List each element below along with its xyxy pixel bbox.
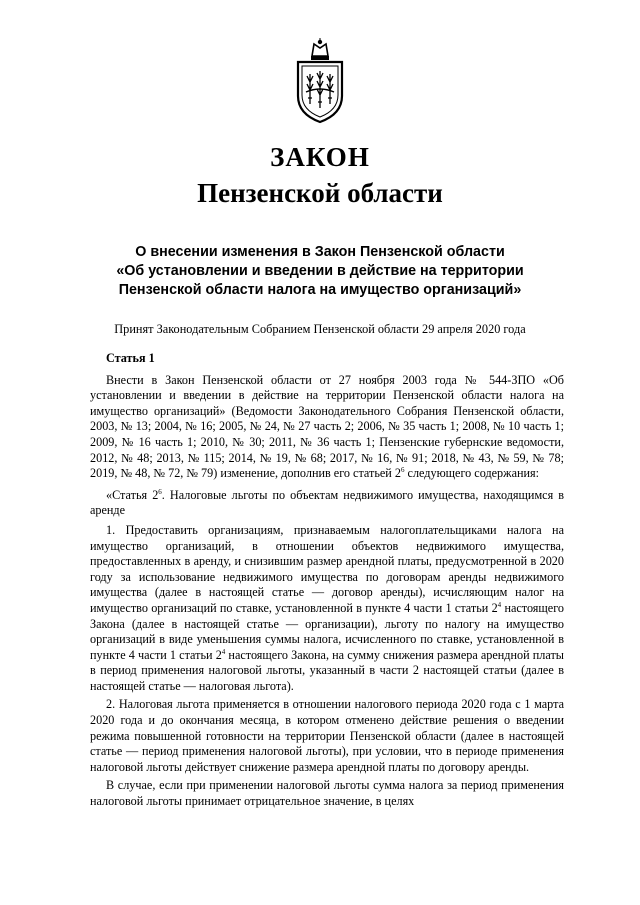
text-run: . Налоговые льготы по объектам недвижимого имущества, находящимся в аренде bbox=[90, 487, 565, 518]
text-run: «Статья 2 bbox=[106, 487, 159, 502]
article-intro-paragraph bbox=[90, 373, 564, 482]
law-heading bbox=[80, 243, 560, 300]
text-run: Внести в Закон Пензенской области от 27 ноября 2003 года № 544-ЗПО «Об установлении и введении в действие на территории Пензенской области налога на имущество организаций» (Ведомости Законодательного Собрания Пензенской области, 2003, № 13; 2004, № 16; 2005, № 24, № 27 часть 2; 2006, № 35 часть 1; 2008, № 10 часть 1; 2009, № 16 часть 1; 2010, № 30; 2011, № 36 часть 1; Пензенские губернские ведомости, 2012, № 48; 2013, № 115; 2014, № 19, № 68; 2017, № 16, № 91; 2018, № 43, № 59, № 78; 2019, № 48, № 72, № 79) изменение, дополнив его статьей 2 bbox=[90, 372, 564, 481]
part-1-paragraph bbox=[90, 523, 564, 695]
document-subtitle: Пензенской области bbox=[197, 178, 443, 208]
superscript: 4 bbox=[221, 647, 226, 656]
superscript: 6 bbox=[400, 466, 405, 475]
document-title: ЗАКОН bbox=[270, 142, 370, 172]
text-run: настоящего Закона (далее в настоящей статье — организации), льготу по налогу на имущество организаций в виде уменьшения суммы налога, исчисленного по ставке, установленной в пункте 4 части 1 статьи 2 bbox=[90, 600, 564, 662]
document-body bbox=[90, 351, 564, 813]
new-article-heading bbox=[90, 488, 564, 519]
adoption-line: Принят Законодательным Собранием Пензенской области 29 апреля 2020 года bbox=[114, 322, 526, 336]
part-2-paragraph: 2. Налоговая льгота применяется в отношении налогового периода 2020 года с 1 марта 2020 года и до окончания месяца, в котором отменено действие решения о введении режима повышенной готовности на территории Пензенской области (далее в настоящей статье — период применения налоговой льготы), при условии, что в периоде применения налоговой льготы действует снижение размера арендной платы по договору аренды. bbox=[90, 697, 564, 774]
law-heading-line: «Об установлении и введении в действие на территории bbox=[116, 263, 524, 279]
superscript: 6 bbox=[158, 487, 162, 496]
law-heading-line: О внесении изменения в Закон Пензенской области bbox=[135, 244, 505, 260]
text-run: настоящего Закона, на сумму снижения размера арендной платы в период применения налоговой льготы, указанный в части 2 настоящей статьи (далее в настоящей статье — налоговая льгота). bbox=[90, 647, 564, 693]
coat-of-arms-emblem bbox=[290, 38, 350, 124]
continuation-paragraph: В случае, если при применении налоговой льготы сумма налога за период применения налоговой льготы принимает отрицательное значение, в целях bbox=[90, 778, 564, 809]
text-run: 1. Предоставить организациям, признаваемым налогоплательщиками налога на имущество организаций, в отношении объектов недвижимого имущества, предоставленных в аренду, и снизившим размер арендной платы, предусмотренной в 2020 году за использование недвижимого имущества по договорам аренды недвижимого имущества (далее в настоящей статье — договор аренды), исчисляющим налог на имущество организаций по ставке, установленной в пункте 4 части 1 статьи 2 bbox=[90, 522, 564, 615]
article-title: Статья 1 bbox=[106, 351, 155, 365]
text-run: следующего содержания: bbox=[404, 466, 540, 481]
superscript: 4 bbox=[497, 600, 502, 609]
law-heading-line: Пензенской области налога на имущество организаций» bbox=[118, 282, 522, 298]
